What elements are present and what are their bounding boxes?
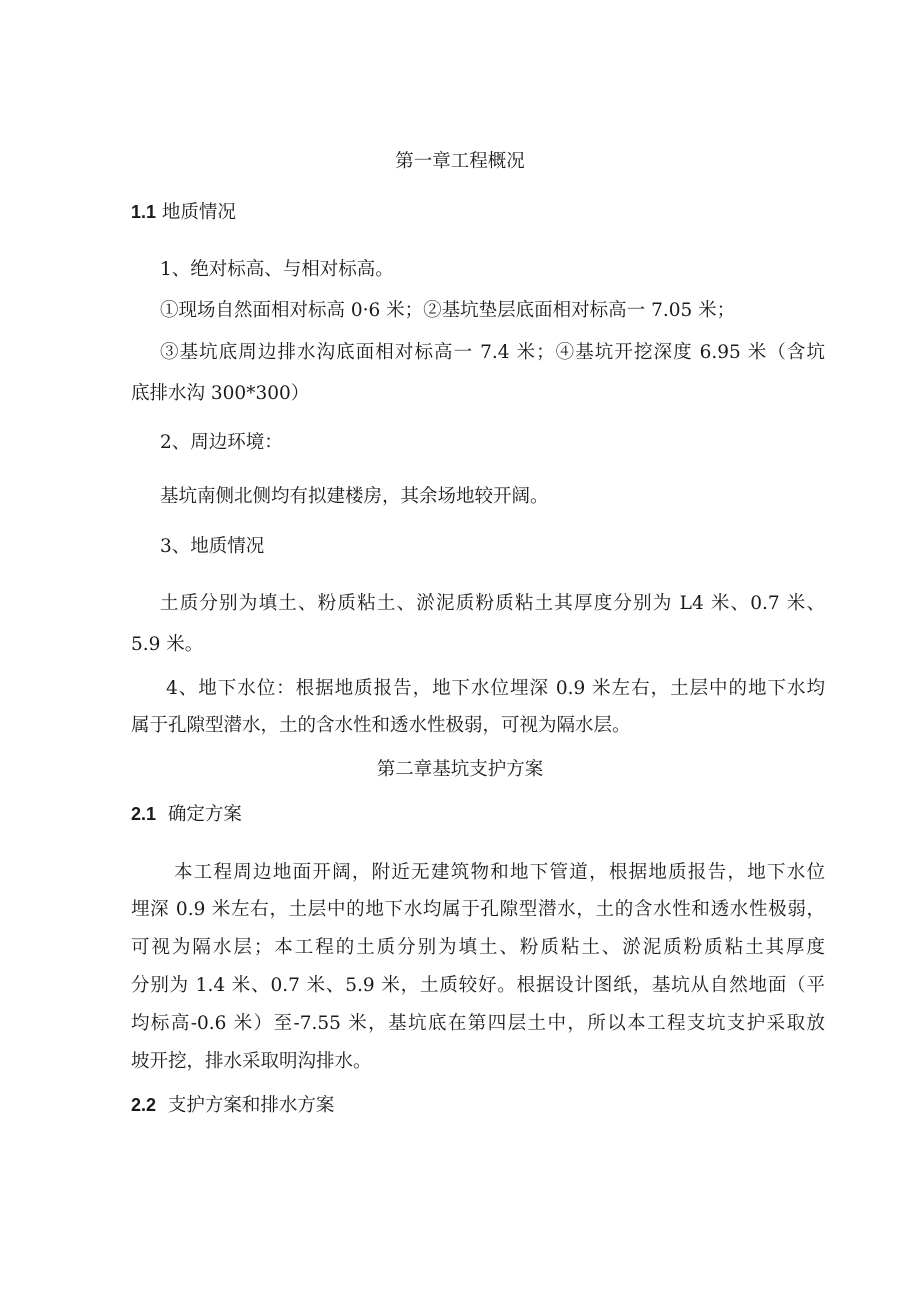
paragraph-line: 均标高-0.6 米）至-7.55 米，基坑底在第四层土中，所以本工程支坑支护采取放: [131, 1013, 825, 1034]
item-3-title: 3、地质情况: [160, 536, 265, 557]
paragraph-line: 本工程周边地面开阔，附近无建筑物和地下管道，根据地质报告，地下水位: [174, 862, 825, 883]
section-2-1-number: 2.1: [131, 804, 157, 824]
item-4-line-2: 属于孔隙型潜水，土的含水性和透水性极弱，可视为隔水层。: [131, 715, 631, 736]
section-2-2-title: 支护方案和排水方案: [167, 1095, 335, 1116]
chapter-1-title: 第一章工程概况: [395, 151, 525, 172]
item-1-title: 1、绝对标高、与相对标高。: [160, 259, 394, 280]
item-1-line-1: ①现场自然面相对标高 0·6 米；②基坑垫层底面相对标高一 7.05 米；: [160, 300, 736, 321]
section-1-1-title: 地质情况: [161, 202, 236, 223]
paragraph-line: 坡开挖，排水采取明沟排水。: [131, 1051, 372, 1072]
item-2-title: 2、周边环境：: [160, 432, 283, 453]
paragraph-line: 埋深 0.9 米左右，土层中的地下水均属于孔隙型潜水，土的含水性和透水性极弱，: [131, 899, 825, 920]
chapter-2-title: 第二章基坑支护方案: [376, 759, 544, 780]
section-1-1-number: 1.1: [131, 202, 157, 222]
section-1-1-heading: [131, 199, 236, 226]
paragraph-line: 分别为 1.4 米、0.7 米、5.9 米，土质较好。根据设计图纸，基坑从自然地面（平: [131, 975, 825, 996]
item-2-text: 基坑南侧北侧均有拟建楼房，其余场地较开阔。: [160, 486, 549, 507]
item-3-line-2: 5.9 米。: [131, 634, 204, 655]
section-2-1-heading: [131, 801, 242, 828]
paragraph-line: 可视为隔水层；本工程的土质分别为填土、粉质粘土、淤泥质粉质粘土其厚度: [131, 937, 825, 958]
item-3-line-1: 土质分别为填土、粉质粘土、淤泥质粉质粘土其厚度分别为 L4 米、0.7 米、: [160, 593, 825, 614]
item-1-line-2: ③基坑底周边排水沟底面相对标高一 7.4 米；④基坑开挖深度 6.95 米（含坑: [160, 342, 825, 363]
section-2-1-title: 确定方案: [167, 804, 242, 825]
item-4-line-1: 4、地下水位：根据地质报告，地下水位埋深 0.9 米左右，土层中的地下水均: [166, 678, 825, 699]
section-2-2-number: 2.2: [131, 1095, 157, 1115]
item-1-line-3: 底排水沟 300*300）: [131, 383, 310, 404]
section-2-2-heading: [131, 1092, 334, 1119]
